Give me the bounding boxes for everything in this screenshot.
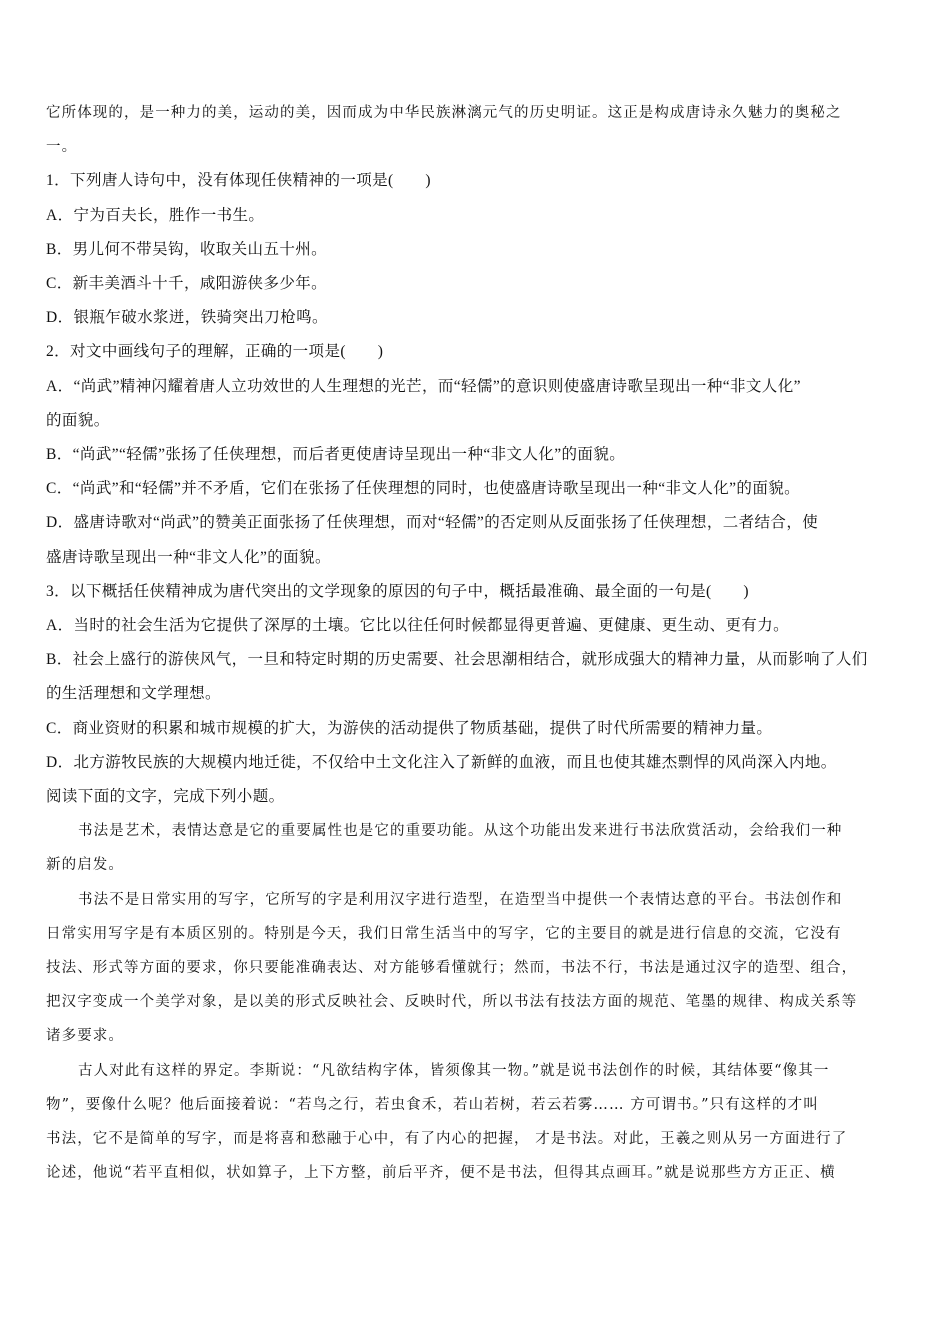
- passage-line: 技法、形式等方面的要求，你只要能准确表达、对方能够看懂就行；然而，书法不行，书法是通过汉字的造型、组合，: [46, 960, 858, 977]
- option-d: D．北方游牧民族的大规模内地迁徙，不仅给中土文化注入了新鲜的血液，而且也使其雄杰剽悍的风尚深入内地。: [46, 753, 837, 771]
- question-3: [46, 575, 908, 780]
- passage-paragraph-1: 书法是艺术，表情达意是它的重要属性也是它的重要功能。从这个功能出发来进行书法欣赏活动，会给我们一种: [78, 823, 843, 840]
- passage-line: 新的启发。: [46, 857, 124, 874]
- option-b-continued: 的生活理想和文学理想。: [46, 685, 221, 703]
- passage-line: 日常实用写字是有本质区别的。特别是今天，我们日常生活当中的写字，它的主要目的就是进行信息的交流，它没有: [46, 925, 842, 942]
- question-stem: 1．下列唐人诗句中，没有体现任侠精神的一项是( ): [46, 172, 431, 190]
- passage-paragraph-3: 古人对此有这样的界定。李斯说：“凡欲结构字体，皆须像其一物。”就是说书法创作的时候，其结体要“像其一: [78, 1062, 830, 1079]
- question-2: [46, 335, 908, 574]
- option-c: C．新丰美酒斗十千，咸阳游侠多少年。: [46, 275, 328, 293]
- passage-line: 物”，要像什么呢？他后面接着说：“若鸟之行，若虫食禾，若山若树，若云若雾…… 方可谓书。”只有这样的才叫: [46, 1096, 819, 1113]
- question-stem: 3．以下概括任侠精神成为唐代突出的文学现象的原因的句子中，概括最准确、最全面的一句是( ): [46, 582, 749, 600]
- option-d: D．银瓶乍破水浆迸，铁骑突出刀枪鸣。: [46, 309, 328, 327]
- question-1: [46, 164, 908, 335]
- option-a: A．当时的社会生活为它提供了深厚的土壤。它比以往任何时候都显得更普遍、更健康、更生动、更有力。: [46, 617, 789, 635]
- passage-paragraph-2: 书法不是日常实用的写字，它所写的字是利用汉字进行造型，在造型当中提供一个表情达意的平台。书法创作和: [78, 891, 843, 908]
- option-c: C．“尚武”和“轻儒”并不矛盾，它们在张扬了任侠理想的同时，也使盛唐诗歌呈现出一种“非文人化”的面貌。: [46, 480, 801, 498]
- option-a: A．宁为百夫长，胜作一书生。: [46, 206, 265, 224]
- passage-line: 把汉字变成一个美学对象，是以美的形式反映社会、反映时代，所以书法有技法方面的规范、笔墨的规律、构成关系等: [46, 994, 858, 1011]
- passage: [46, 814, 908, 1190]
- option-b: B．“尚武”“轻儒”张扬了任侠理想，而后者更使唐诗呈现出一种“非文人化”的面貌。: [46, 446, 626, 464]
- passage-line: 论述，他说“若平直相似，状如算子，上下方整，前后平齐，便不是书法，但得其点画耳。”就是说那些方方正正、横: [46, 1165, 836, 1182]
- option-b: B．男儿何不带吴钩，收取关山五十州。: [46, 240, 328, 258]
- option-a: A．“尚武”精神闪耀着唐人立功效世的人生理想的光芒，而“轻儒”的意识则使盛唐诗歌呈现出一种“非文人化”: [46, 377, 801, 395]
- passage-line: 书法，它不是简单的写字，而是将喜和愁融于心中，有了内心的把握， 才是书法。对此，王羲之则从另一方面进行了: [46, 1131, 848, 1148]
- option-d-continued: 盛唐诗歌呈现出一种“非文人化”的面貌。: [46, 548, 331, 566]
- option-d: D．盛唐诗歌对“尚武”的赞美正面张扬了任侠理想，而对“轻儒”的否定则从反面张扬了任侠理想，二者结合，使: [46, 514, 819, 532]
- reading-instruction: 阅读下面的文字，完成下列小题。: [46, 788, 285, 806]
- option-c: C．商业资财的积累和城市规模的扩大，为游侠的活动提供了物质基础，提供了时代所需要的精神力量。: [46, 719, 773, 737]
- intro-text-line: 一。: [46, 139, 78, 156]
- intro-text-line: 它所体现的，是一种力的美，运动的美，因而成为中华民族淋漓元气的历史明证。这正是构成唐诗永久魅力的奥秘之: [46, 105, 842, 121]
- question-stem: 2．对文中画线句子的理解，正确的一项是( ): [46, 343, 384, 361]
- passage-line: 诸多要求。: [46, 1028, 124, 1045]
- option-b: B．社会上盛行的游侠风气，一旦和特定时期的历史需要、社会思潮相结合，就形成强大的精神力量，从而影响了人们: [46, 651, 868, 669]
- document-page: [46, 96, 908, 1191]
- option-a-continued: 的面貌。: [46, 411, 110, 429]
